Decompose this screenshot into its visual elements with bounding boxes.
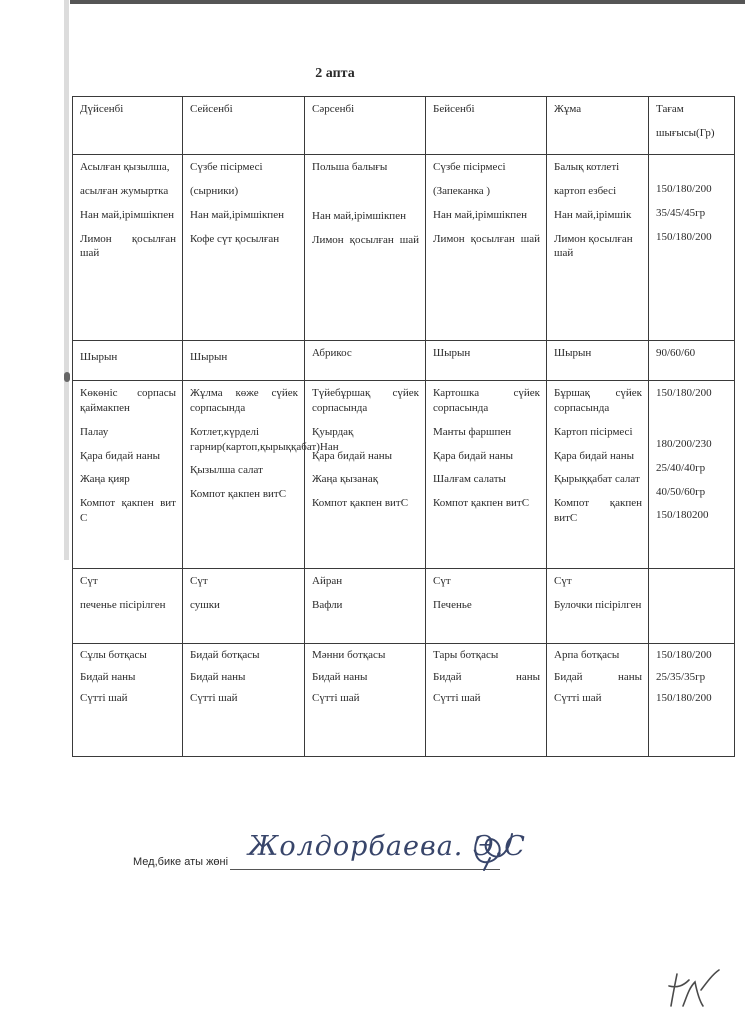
dish: Нан май,ірімшікпен (190, 208, 284, 221)
nurse-name-label: Мед,бике аты жөні (133, 856, 229, 868)
dish: Лимон қосылған шай (554, 232, 633, 260)
dish: Компот қакпен вит С (80, 497, 176, 525)
handwritten-signature: Жолдорбаева. Э.С (248, 831, 526, 862)
weight-cell (649, 569, 735, 644)
dish: Абрикос (312, 347, 352, 359)
meal-row-afternoon-snack (73, 569, 735, 644)
day-header-wednesday: Сәрсенбі (305, 97, 426, 155)
meal-row-snack (73, 341, 735, 381)
dish: Қара бидай наны (312, 449, 392, 462)
dish: печенье пісірілген (80, 598, 166, 611)
dish: Картошка сүйек сорпасында (433, 387, 540, 414)
dish: Балық котлеті (554, 161, 620, 173)
menu-cell (547, 381, 649, 569)
day-header-monday: Дүйсенбі (73, 97, 183, 155)
meal-row-breakfast (73, 155, 735, 341)
dish: Шырын (190, 351, 228, 363)
menu-cell (183, 569, 305, 644)
dish: Жұлма көже сүйек сорпасында (190, 387, 298, 414)
menu-cell (73, 155, 183, 341)
weight-cell (649, 155, 735, 341)
menu-cell (426, 644, 547, 757)
dish: Айран (312, 575, 343, 587)
weekly-menu-table (72, 96, 735, 757)
dish: Арпа ботқасы (554, 649, 620, 661)
weight-value: 180/200/230 (656, 437, 712, 450)
dish: Компот қакпен витС (433, 497, 530, 510)
weight-cell (649, 381, 735, 569)
dish: Шырын (433, 347, 471, 359)
dish: картоп езбесі (554, 184, 617, 197)
meal-row-lunch (73, 381, 735, 569)
dish: Сұлы ботқасы (80, 649, 147, 661)
dish: Сүтті шай (312, 692, 360, 705)
dish: Булочки пісірілген (554, 598, 642, 611)
weight-cell (649, 341, 735, 381)
dish: Котлет,күрделі гарнир(картоп,қырыққабат)Нан (190, 425, 339, 453)
weight-value: 150/180/200 (656, 387, 712, 399)
dish: Бидай ботқасы (190, 649, 260, 661)
dish: Мәнни ботқасы (312, 649, 386, 661)
page-title: 2 апта (315, 66, 355, 81)
dish: Қырыққабат салат (554, 473, 640, 486)
weight-header (649, 97, 735, 155)
menu-cell (73, 569, 183, 644)
dish: Сүтті шай (80, 692, 128, 705)
dish: Бидай наны (554, 670, 642, 683)
dish: Бидай наны (80, 670, 136, 683)
menu-cell (305, 155, 426, 341)
dish: Шалғам салаты (433, 473, 506, 486)
dish: Бұршақ сүйек сорпасында (554, 387, 642, 414)
header-row (73, 97, 735, 155)
dish: Нан май,ірімшікпен (80, 208, 174, 221)
weight-value: 35/45/45гр (656, 206, 706, 219)
menu-cell (183, 644, 305, 757)
menu-cell (183, 341, 305, 381)
dish: Қара бидай наны (554, 449, 634, 462)
dish: Қара бидай наны (80, 449, 160, 462)
handwritten-initials-icon (665, 966, 721, 1012)
menu-cell (426, 341, 547, 381)
day-header-thursday: Бейсенбі (426, 97, 547, 155)
dish: Жаңа қызанақ (312, 473, 379, 486)
menu-cell (73, 341, 183, 381)
menu-cell (426, 381, 547, 569)
weight-value: 25/35/35гр (656, 670, 706, 683)
menu-cell (547, 644, 649, 757)
dish: Сүт (554, 575, 572, 587)
weight-value: 150/180200 (656, 509, 709, 522)
dish: Лимон қосылған шай (312, 233, 419, 246)
scan-edge (70, 0, 745, 4)
menu-cell (426, 155, 547, 341)
weight-value: 150/180/200 (656, 183, 712, 195)
dish: Көкөніс сорпасы қаймакпен (80, 387, 176, 414)
menu-cell (183, 155, 305, 341)
dish: Печенье (433, 598, 472, 611)
dish: Нан май,ірімшікпен (312, 209, 406, 222)
dish: Лимон қосылған шай (433, 232, 540, 245)
signature-line (230, 869, 500, 870)
dish: Сүтті шай (554, 692, 602, 705)
weight-header-line: Тағам (656, 103, 684, 115)
dish: Манты фаршпен (433, 425, 512, 438)
dish: Тары ботқасы (433, 649, 499, 661)
dish: Картоп пісірмесі (554, 425, 633, 438)
menu-cell (305, 569, 426, 644)
dish: (Запеканка ) (433, 184, 491, 197)
menu-cell (305, 341, 426, 381)
dish: Нан май,ірімшік (554, 208, 632, 221)
weight-value: 150/180/200 (656, 649, 712, 661)
dish: Палау (80, 425, 109, 438)
dish: Нан май,ірімшікпен (433, 208, 527, 221)
dish: Қызылша салат (190, 464, 263, 477)
dish: сушки (190, 598, 220, 611)
menu-cell (73, 381, 183, 569)
menu-cell (73, 644, 183, 757)
dish: Бидай наны (433, 670, 540, 683)
scan-shadow (64, 0, 69, 560)
dish: Асылған қызылша, (80, 161, 170, 173)
weight-value: 150/180/200 (656, 230, 712, 243)
dish: Сүтті шай (190, 692, 238, 705)
weight-value: 40/50/60гр (656, 485, 706, 498)
weight-header-line: шығысы(Гр) (656, 126, 715, 139)
dish: Қара бидай наны (433, 449, 513, 462)
weight-cell (649, 644, 735, 757)
dish: Вафли (312, 598, 343, 611)
dish: Қуырдақ (312, 425, 354, 438)
menu-cell (547, 569, 649, 644)
day-header-friday: Жұма (547, 97, 649, 155)
dish: Шырын (80, 351, 118, 363)
menu-cell (547, 155, 649, 341)
dish: Сүт (190, 575, 208, 587)
punch-hole-mark (64, 372, 70, 382)
dish: Польша балығы (312, 161, 388, 173)
dish: Сүт (80, 575, 98, 587)
dish: Лимон қосылған шай (80, 232, 176, 260)
menu-cell (426, 569, 547, 644)
dish: Бидай наны (312, 670, 368, 683)
day-header-tuesday: Сейсенбі (183, 97, 305, 155)
weight-value: 25/40/40гр (656, 461, 706, 474)
dish: Компот қакпен витС (190, 488, 287, 501)
dish: Сүт (433, 575, 451, 587)
menu-cell (547, 341, 649, 381)
dish: Компот қакпен витС (554, 497, 642, 525)
dish: Бидай наны (190, 670, 246, 683)
dish: Кофе сүт қосылған (190, 232, 280, 245)
dish: Сүтті шай (433, 692, 481, 705)
weight-value: 90/60/60 (656, 347, 696, 359)
weight-value: 150/180/200 (656, 692, 712, 705)
menu-cell (305, 381, 426, 569)
dish: Сүзбе пісірмесі (433, 161, 506, 173)
dish: асылған жумыртка (80, 184, 169, 197)
dish: (сырники) (190, 184, 239, 197)
signature-flourish-icon (470, 828, 516, 872)
dish: Жаңа қияр (80, 473, 130, 486)
menu-cell (305, 644, 426, 757)
dish: Компот қакпен витС (312, 497, 409, 510)
dish: Сүзбе пісірмесі (190, 161, 263, 173)
meal-row-dinner (73, 644, 735, 757)
dish: Түйебұршақ сүйек сорпасында (312, 387, 419, 414)
dish: Шырын (554, 347, 592, 359)
